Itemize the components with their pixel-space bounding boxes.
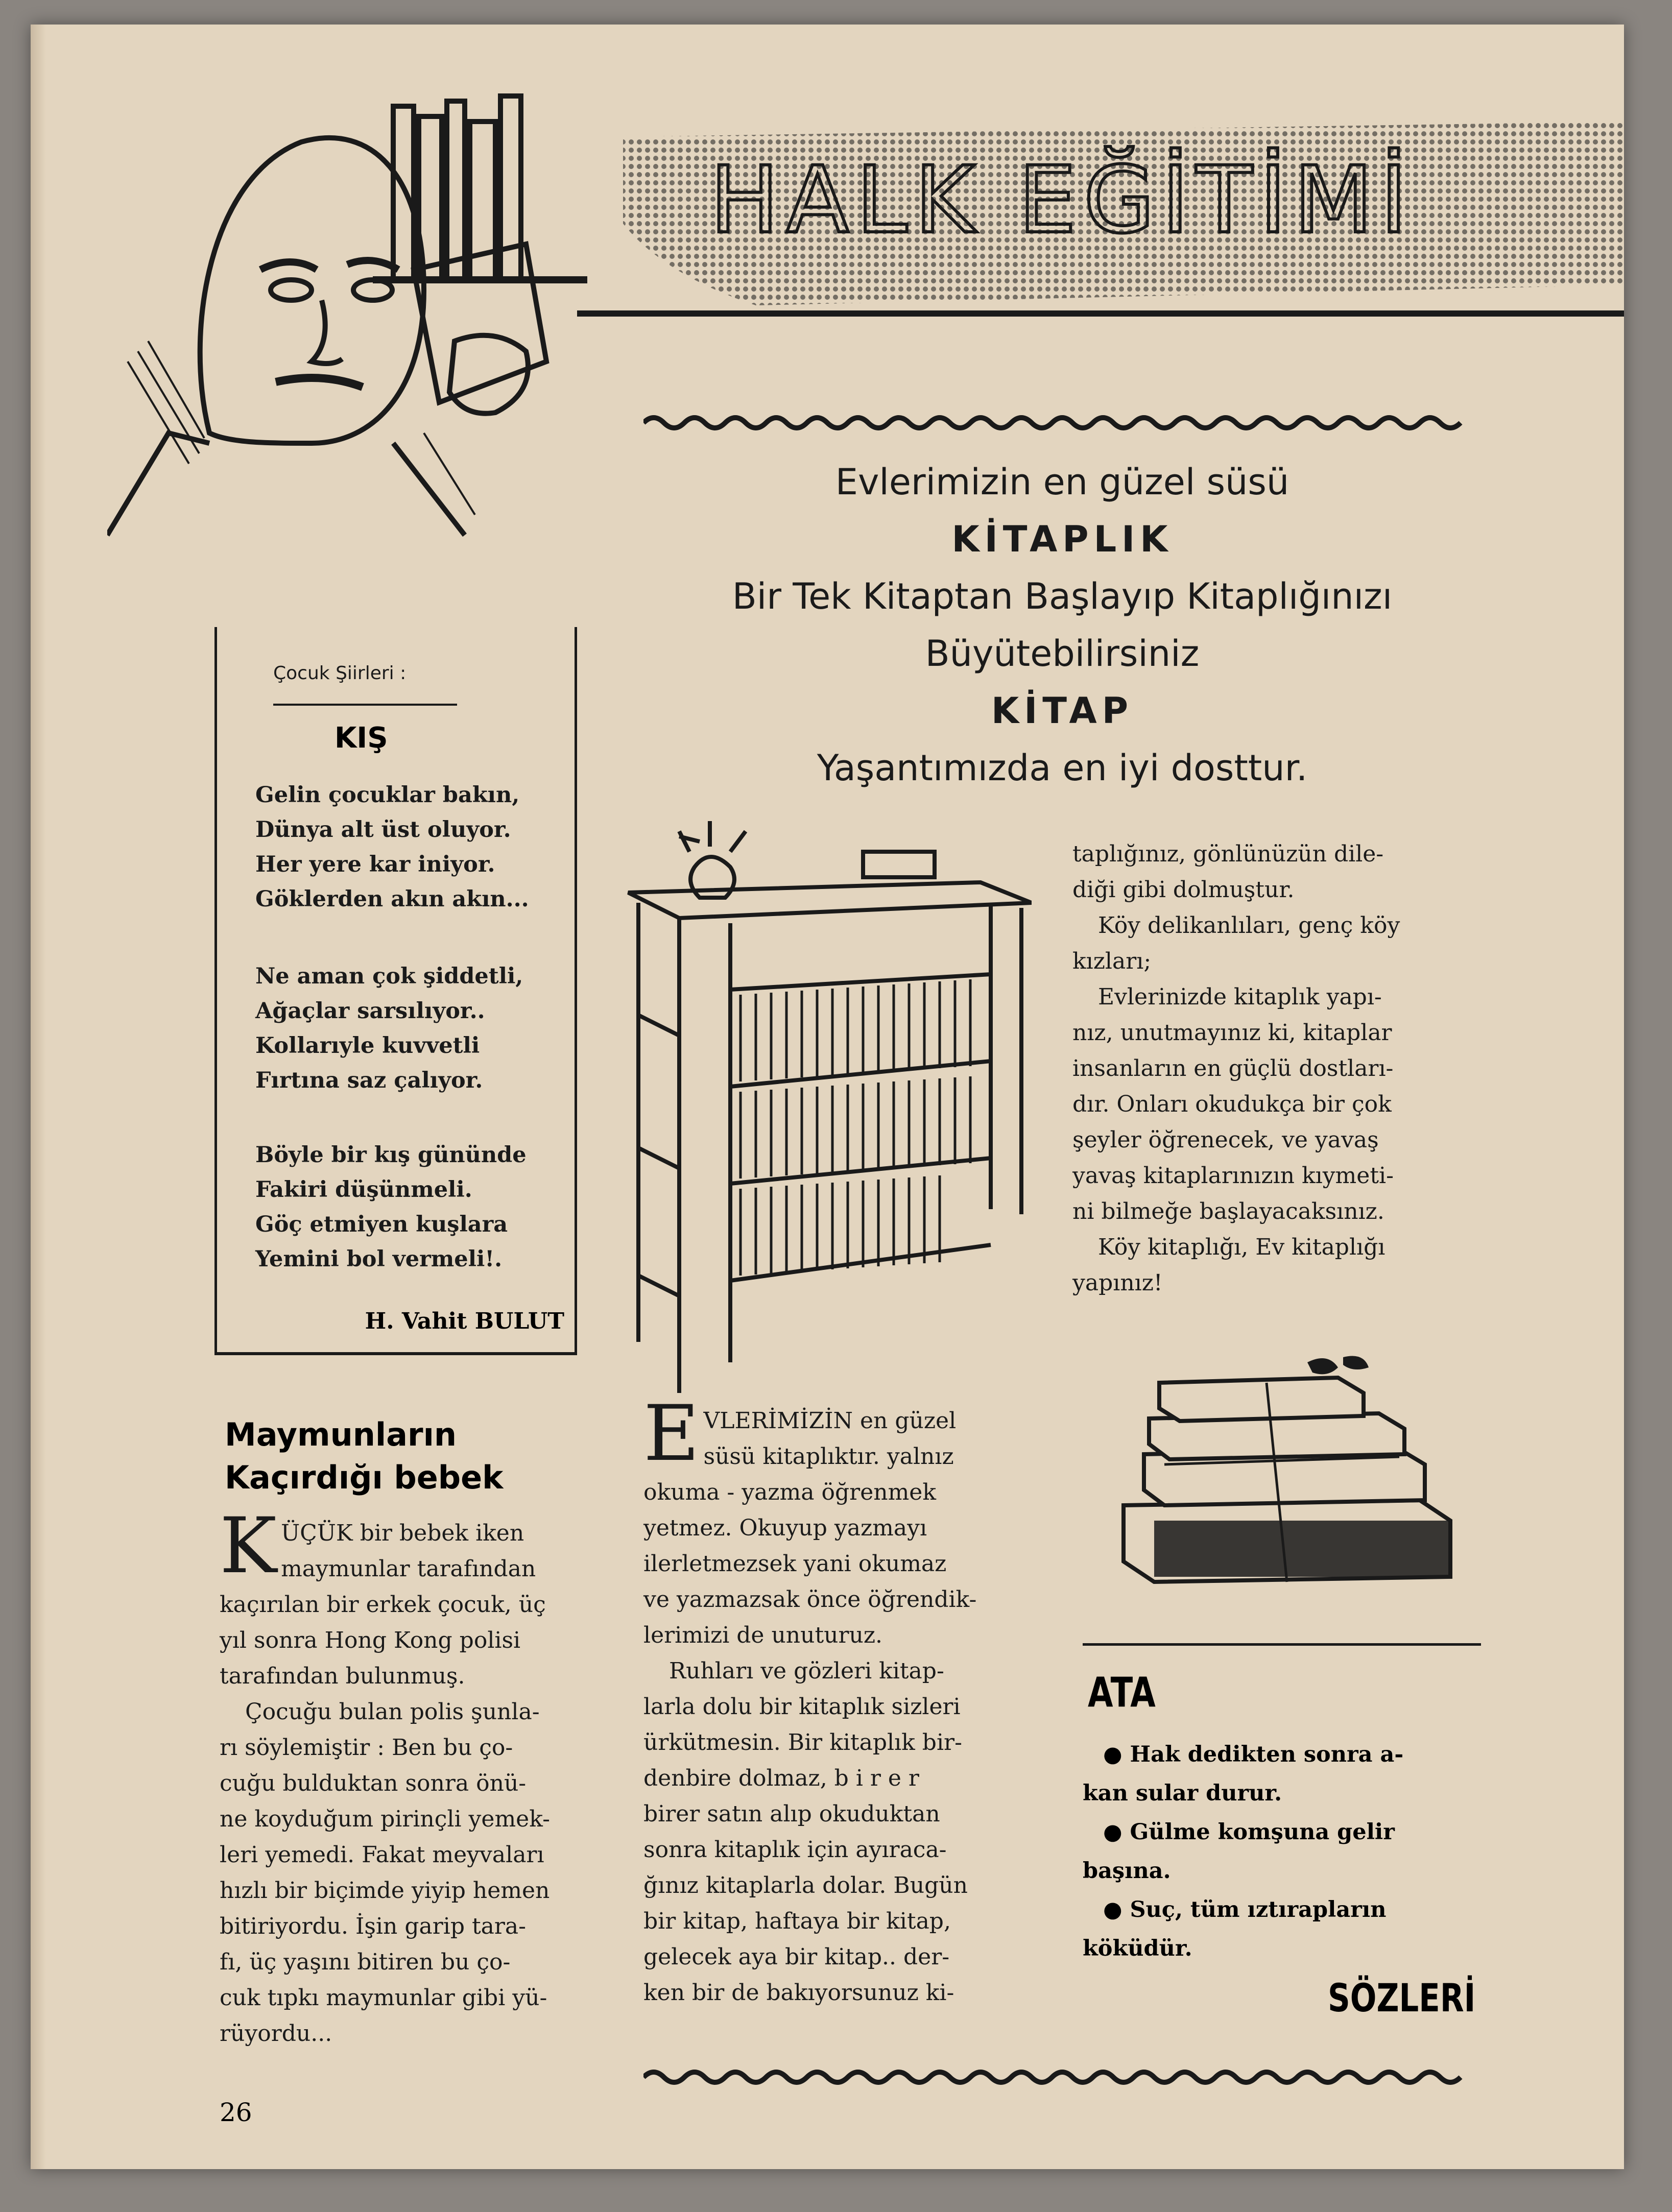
bookcase-illustration [623,821,1032,1393]
text-line: birer satın alıp okuduktan [643,1801,940,1827]
text-line: dır. Onları okudukça bir çok [1072,1091,1392,1117]
text-line: ÜÇÜK bir bebek iken [281,1520,524,1546]
poem-line: Ne aman çok şiddetli, [255,964,523,989]
text-line: fı, üç yaşını bitiren bu ço- [220,1949,511,1975]
poem-line: Göç etmiyen kuşlara [255,1212,508,1237]
wavy-divider-bottom [643,2067,1471,2087]
reading-man-illustration [107,76,592,566]
text-line: cuğu bulduktan sonra önü- [220,1770,527,1796]
text-line: Ruhları ve gözleri kitap- [669,1658,944,1684]
ata-rule [1083,1643,1481,1646]
right-top-column [1072,836,1481,1301]
text-line: ve yazmazsak önce öğrendik- [643,1586,977,1613]
ata-title: ATA [1088,1669,1156,1716]
promo-line-1: Evlerimizin en güzel süsü [835,461,1289,503]
section-title: HALK EĞİTİMİ [710,147,1415,254]
text-line: ilerletmezsek yani okumaz [643,1551,947,1577]
text-line: Evlerinizde kitaplık yapı- [1098,984,1382,1010]
text-line: yetmez. Okuyup yazmayı [643,1515,927,1541]
text-line: nız, unutmayınız ki, kitaplar [1072,1020,1392,1046]
text-line: okuma - yazma öğrenmek [643,1479,936,1505]
text-line: insanların en güçlü dostları- [1072,1055,1394,1081]
text-line: bitiriyordu. İşin garip tara- [220,1913,527,1939]
promo-line-3: Bir Tek Kitaptan Başlayıp Kitaplığınızı [732,575,1393,617]
saying-line: başına. [1083,1858,1171,1884]
poem-stanza-3 [255,1138,527,1277]
text-line: şeyler öğrenecek, ve yavaş [1072,1127,1379,1153]
poem-line: Fakiri düşünmeli. [255,1177,472,1203]
magazine-page [31,25,1624,2169]
wavy-divider-top [643,413,1471,433]
promo-line-2: KİTAPLIK [951,518,1173,560]
text-line: sonra kitaplık için ayıraca- [643,1837,947,1863]
promo-block [587,453,1537,797]
text-line: ürkütmesin. Bir kitaplık bir- [643,1729,962,1756]
saying-line: kan sular durur. [1083,1781,1282,1806]
poem-line: Yemini bol vermeli!. [255,1246,503,1272]
saying-line: ● Suç, tüm ıztırapların [1103,1897,1387,1922]
maymun-article-body [220,1502,618,2052]
text-line: ken bir de bakıyorsunuz ki- [643,1980,954,2006]
text-line: diği gibi dolmuştur. [1072,877,1295,903]
text-line: gelecek aya bir kitap.. der- [643,1944,950,1970]
page-edge [31,25,46,2169]
ata-footer: SÖZLERİ [1328,1975,1476,2021]
poem-line: Ağaçlar sarsılıyor.. [255,998,485,1024]
ata-sayings [1083,1735,1481,1968]
saying-line: köküdür. [1083,1936,1192,1961]
text-line: ğınız kitaplarla dolar. Bugün [643,1872,968,1898]
poem-title: KIŞ [335,722,388,755]
text-line: kaçırılan bir erkek çocuk, üç [220,1592,546,1618]
text-line: rı söylemiştir : Ben bu ço- [220,1735,513,1761]
promo-line-6: Yaşantımızda en iyi dosttur. [817,747,1308,789]
text-line: kızları; [1072,948,1152,974]
text-line: cuk tıpkı maymunlar gibi yü- [220,1985,547,2011]
text-line: tarafından bulunmuş. [220,1663,465,1689]
poem-stanza-1 [255,778,529,917]
text-line: bir kitap, haftaya bir kitap, [643,1908,951,1934]
poem-line: Kollarıyle kuvvetli [255,1033,480,1059]
text-line: VLERİMİZİN en güzel [703,1408,957,1434]
text-line: leri yemedi. Fakat meyvaları [220,1842,544,1868]
text-line: yavaş kitaplarınızın kıymeti- [1072,1163,1394,1189]
text-line: denbire dolmaz, b i r e r [643,1765,919,1791]
promo-line-5: KİTAP [991,690,1134,732]
text-line: Köy kitaplığı, Ev kitaplığı [1098,1234,1386,1260]
text-line: rüyordu... [220,2021,332,2047]
poem-label-rule [273,704,457,706]
poem-category-label: Çocuk Şiirleri : [273,663,407,684]
poem-author: H. Vahit BULUT [365,1308,564,1334]
promo-line-4: Büyütebilirsiniz [925,633,1200,675]
poem-stanza-2 [255,959,523,1098]
text-line: ni bilmeğe başlayacaksınız. [1072,1198,1384,1224]
text-line: yapınız! [1072,1270,1163,1296]
text-line: hızlı bir biçimde yiyip hemen [220,1878,550,1904]
saying-line: ● Hak dedikten sonra a- [1103,1742,1404,1767]
text-line: maymunlar tarafından [281,1556,536,1582]
saying-line: ● Gülme komşuna gelir [1103,1819,1395,1845]
poem-line: Fırtına saz çalıyor. [255,1068,483,1093]
middle-article-body [643,1389,1052,2011]
poem-line: Dünya alt üst oluyor. [255,817,511,843]
page-number: 26 [220,2098,252,2127]
header-rule [577,310,1624,317]
book-stack-illustration [1113,1352,1481,1597]
text-line: larla dolu bir kitaplık sizleri [643,1694,961,1720]
text-line: ne koyduğum pirinçli yemek- [220,1806,550,1832]
text-line: taplığınız, gönlünüzün dile- [1072,841,1384,867]
poem-line: Her yere kar iniyor. [255,852,495,877]
dropcap: K [220,1502,277,1591]
text-line: süsü kitaplıktır. yalnız [703,1444,954,1470]
poem-line: Gelin çocuklar bakın, [255,782,520,808]
text-line: Çocuğu bulan polis şunla- [245,1699,540,1725]
dropcap: E [643,1389,700,1478]
headline-line: Maymunların [225,1416,457,1453]
article-headline [225,1413,503,1499]
poem-line: Göklerden akın akın... [255,886,529,912]
text-line: Köy delikanlıları, genç köy [1098,912,1400,939]
headline-line: Kaçırdığı bebek [225,1459,504,1496]
poem-line: Böyle bir kış gününde [255,1142,527,1168]
text-line: yıl sonra Hong Kong polisi [220,1627,521,1653]
poem-box [214,627,577,1355]
text-line: lerimizi de unuturuz. [643,1622,883,1648]
